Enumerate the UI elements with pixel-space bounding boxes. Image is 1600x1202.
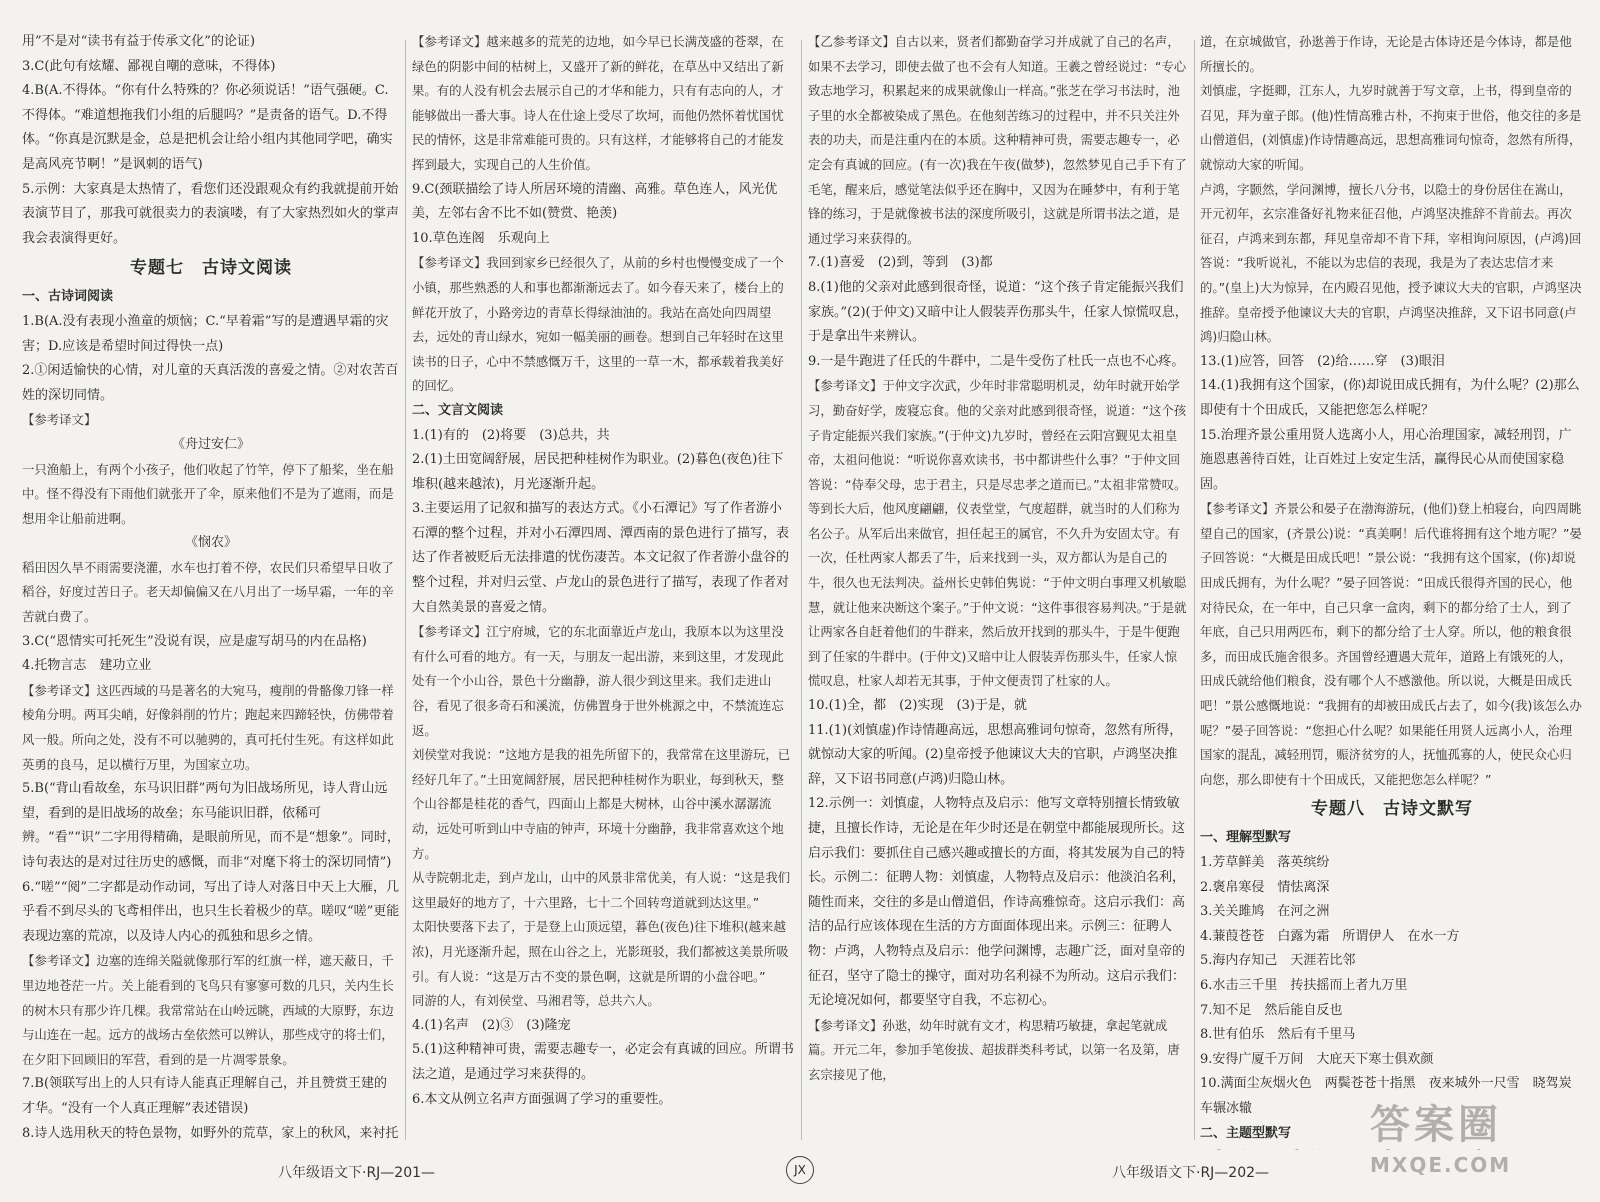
- translation-paragraph: 【参考译文】江宁府城，它的东北面靠近卢龙山，我原本以为这里没有什么可看的地方。有一天，与朋友一起出游，来到这里，才发现此处有一个小山谷，景色十分幽静，游人很少到这里来。我们走进山谷，看见了很多奇石和溪流，仿佛置身于世外桃源之中，不禁流连忘返。: [412, 624, 784, 738]
- translation-paragraph: 刘侯堂对我说：“这地方是我的祖先所留下的，我常常在这里游玩，已经好几年了。”土田宽阔舒展，居民把种桂树作为职业，每到秋天，整个山谷都是桂花的香气，四面山上都是大树林，山谷中溪水潺潺流动，远处可听到山中寺庙的钟声，环境十分幽静，我非常喜欢这个地方。: [412, 747, 791, 861]
- answer-paragraph: 5.B(“背山看故垒，东马识旧群”两句为旧战场所见，诗人背山远望，看到的是旧战场的故垒；东马能识旧群，依稀可辨。“看”“识”二字用得精确，是眼前所见，而不是“想象”。同时，诗句表达的是对过往历史的感慨，而非“对麾下将士的深切同情”): [22, 781, 400, 870]
- site-watermark: [1370, 1100, 1585, 1192]
- translation-paragraph: 【参考译文】边塞的连绵关隘就像那行军的红旗一样，遮天蔽日，千里边地苍茫一片。关上能看到的飞鸟只有寥寥可数的几只，关内生长的树木只有那少许几棵。我常常站在山岭远眺，西域的大原野，东边与山连在一起。远方的战场古垒依然可以辨认，那些戍守的将士们，在夕阳下回顾旧的军营，看到的是一片凋零景象。: [22, 953, 394, 1067]
- answer-paragraph: 用”不是对“读书有益于传承文化”的论证): [22, 34, 256, 49]
- answer-paragraph: 2.①闲适愉快的心情，对儿童的天真活泼的喜爱之情。②对农苦百姓的深切同情。: [22, 363, 399, 403]
- answer-paragraph: 9.一是牛跑进了任氏的牛群中，二是牛受伤了杜氏一点也不心疼。: [808, 353, 1185, 369]
- answer-paragraph: 2.(1)土田宽阔舒展，居民把种桂树作为职业。(2)暮色(夜色)往下堆积(越来越浓)，月光逐渐升起。: [412, 452, 784, 492]
- translation-paragraph: 【参考译文】这匹西域的马是著名的大宛马，瘦削的骨骼像刀锋一样棱角分明。两耳尖峭，好像斜削的竹片；跑起来四蹄轻快，仿佛带着风一般。所向之处，没有不可以驰骋的，真可托付生死。有这样如此英勇的良马，足以横行万里，为国家立功。: [22, 682, 394, 772]
- answer-paragraph: 10.草色连阁 乐观向上: [412, 230, 550, 246]
- translation-paragraph: 道，在京城做官，孙逖善于作诗，无论是古体诗还是今体诗，都是他所擅长的。: [1200, 34, 1572, 74]
- translation-paragraph: 刘慎虚，字挺卿，江东人，九岁时就善于写文章，上书，得到皇帝的召见，拜为童子郎。(他)性情高雅古朴，不拘束于世俗，他交往的多是山僧道侣，(刘慎虚)作诗情趣高远，思想高雅词句惊奇，忽然有所得，就惊动大家的听闻。: [1200, 83, 1582, 172]
- answer-paragraph: 5.示例：大家真是太热情了，看您们还没跟观众有约我就提前开始表演节目了，那我可就很卖力的表演喽，有了大家热烈如火的掌声我会表演得更好。: [22, 181, 400, 246]
- translation-paragraph: 一只渔船上，有两个小孩子，他们收起了竹竿，停下了船桨，坐在船中。怪不得没有下雨他们就张开了伞，原来他们不是为了遮雨，而是想用伞让船前进啊。: [22, 461, 394, 526]
- page-footer-right: 八年级语文下·RJ—202—: [1112, 1165, 1270, 1181]
- answer-paragraph: 8.诗人选用秋天的特色景物，如野外的荒草，家上的秋风，来衬托: [22, 1125, 399, 1141]
- answer-paragraph: 2.褒帛寒侵 情怯离深: [1200, 879, 1330, 895]
- answer-paragraph: 11.(1)(刘慎虚)作诗情趣高远，思想高雅词句惊奇，忽然有所得，就惊动大家的听闻。(2)皇帝授予他谏议大夫的官职，卢鸿坚决推辞，又下诏书同意(卢鸿)归隐山林。: [808, 722, 1183, 787]
- page-footer-left: 八年级语文下·RJ—201—: [278, 1165, 436, 1181]
- answer-paragraph: 8.世有伯乐 然后有千里马: [1200, 1027, 1356, 1043]
- answer-paragraph: 12.示例一：刘慎虚，人物特点及启示：他写文章特别擅长情致敏捷，且擅长作诗，无论是在年少时还是在朝堂中都能展现所长。这启示我们：要抓住自己感兴趣或擅长的方面，将其发展为自己的特长。示例二：征聘人物：刘慎虚，人物特点及启示：他淡泊名利，随性而来，交往的多是山僧道侣，作诗高雅惊奇。这启示我们：高洁的品行应该体现在生活的方方面面体现出来。示例三：征聘人物：卢鸿，人物特点及启示：他学问渊博，志趣广泛，面对皇帝的征召，坚守了隐士的操守，面对功名利禄不为所动。这启示我们：无论境况如何，都要坚守自我，不忘初心。: [808, 796, 1186, 1009]
- column-4: [1200, 30, 1584, 1150]
- translation-paragraph: 【乙参考译文】自古以来，贤者们都勤奋学习并成就了自己的名声，如果不去学习，即使去做了也不会有人知道。王羲之曾经说过：“专心致志地学习，积累起来的成果就像山一样高。”张芝在学习书法时，池子里的水全都被染成了黑色。在他刻苦练习的过程中，并不只关注外表的功夫，而是注重内在的本质。这种精神可贵，需要志趣专一，必定会有真诚的回应。(有一次)我在午夜(做梦)，忽然梦见自己手下有了毛笔，醒来后，感觉笔法似乎还在胸中，又因为在睡梦中，有利于笔锋的练习，于是就像被书法的深度所吸引，这就是所谓书法之道，是通过学习来获得的。: [808, 34, 1187, 246]
- answer-paragraph: 8.(1)他的父亲对此感到很奇怪，说道：“这个孩子肯定能振兴我们家族。”(2)(于仲文)又暗中让人假装弄伤那头牛，任家人惊慌叹息，于是拿出牛来辨认。: [808, 279, 1188, 345]
- answer-paragraph: 10.(1)全，都 (2)实现 (3)于是，就: [808, 698, 1027, 714]
- answer-paragraph: 14.(1)我拥有这个国家，(你)却说田成氏拥有，为什么呢？(2)那么即使有十个田成氏，又能把您怎么样呢？: [1200, 378, 1580, 418]
- column-3: [808, 30, 1188, 1150]
- section-heading: 二、文言文阅读: [412, 402, 504, 418]
- poem-title: 《舟过安仁》: [171, 436, 250, 452]
- answer-paragraph: 4.托物言志 建功立业: [22, 658, 152, 674]
- answer-paragraph: 7.B(领联写出上的人只有诗人能真正理解自己，并且赞赏王建的才华。“没有一个人真正理解”表述错误): [22, 1076, 388, 1116]
- section-heading: 一、古诗词阅读: [22, 289, 114, 305]
- column-divider: [1194, 40, 1195, 1140]
- answer-paragraph: 7.知不足 然后能自反也: [1200, 1002, 1343, 1018]
- column-divider: [405, 40, 406, 1140]
- answer-paragraph: 3.C(“恩情实可托死生”没说有误，应是虚写胡马的内在品格): [22, 633, 367, 649]
- answer-paragraph: 5.(1)这种精神可贵，需要志趣专一，必定会有真诚的回应。所谓书法之道，是通过学习来获得的。: [412, 1042, 794, 1082]
- poem-title: 《悯农》: [184, 535, 237, 551]
- answer-paragraph: 3.主要运用了记叙和描写的表达方式。《小石潭记》写了作者游小石潭的整个过程，并对小石潭四周、潭西南的景色进行了描写，表达了作者被贬后无法排遣的忧伤凄苦。本文记叙了作者游小盘谷的整个过程，并对归云堂、卢龙山的景色进行了描写，表现了作者对大自然美景的喜爱之情。: [412, 501, 790, 615]
- translation-paragraph: 从寺院朝北走，到卢龙山，山中的风景非常优美，有人说：“这是我们这里最好的地方了，十六里路，七十二个回转弯道就到达这里。”: [412, 870, 791, 910]
- answer-paragraph: 3.C(此句有炫耀、鄙视自嘲的意味，不得体): [22, 58, 276, 74]
- answer-paragraph: 15.治理齐景公重用贤人选离小人，用心治理国家，减轻刑罚，广施恩惠善待百姓，让百姓过上安定生活，赢得民心从而使国家稳固。: [1200, 427, 1572, 492]
- column-1: [22, 30, 400, 1150]
- translation-paragraph: 稻田因久旱不雨需要浇灌，水车也打着不停，农民们只希望早日收了稻谷，好度过苦日子。老天却偏偏又在八月出了一场早霜，一年的辛苦就白费了。: [22, 559, 394, 625]
- translation-paragraph: 同游的人，有刘侯堂、马湘君等，总共六人。: [412, 993, 660, 1009]
- translation-paragraph: 太阳快要落下去了，于是登上山顶远望，暮色(夜色)往下堆积(越来越浓)，月光逐渐升起，照在山谷之上，光影斑驳，我们都被这美景所吸引。有人说：“这是万古不变的景色啊，这就是所谓的小盘谷吧。”: [412, 919, 789, 984]
- translation-paragraph: 【参考译文】孙逖，幼年时就有文才，构思精巧敏捷，拿起笔就成篇。开元二年，参加手笔俊拔、超拔群类科考试，以第一名及第，唐玄宗接见了他，: [808, 1017, 1180, 1082]
- answer-paragraph: 4.(1)名声 (2)③ (3)隆宠: [412, 1017, 571, 1033]
- answer-paragraph: 4.B(A.不得体。“你有什么特殊的？你必须说话！”语气强硬。C.不得体。“难道想拖我们小组的后腿吗？”是责备的语气。D.不得体。“你真是沉默是金，总是把机会让给小组内其他同学吧，确实是高风亮节啊！”是讽刺的语气): [22, 83, 393, 172]
- answer-paragraph: 6.水击三千里 抟扶摇而上者九万里: [1200, 977, 1408, 993]
- answer-paragraph: 1.芳草鲜美 落英缤纷: [1200, 855, 1330, 870]
- translation-paragraph: 【参考译文】我回到家乡已经很久了，从前的乡村也慢慢变成了一个小镇，那些熟悉的人和事也都渐渐远去了。如今春天来了，楼台上的鲜花开放了，小路旁边的青草长得绿油油的。我站在高处向四周望去，远处的青山绿水，宛如一幅美丽的画卷。想到自己年轻时在这里读书的日子，心中不禁感慨万千，这里的一草一木，都承载着我美好的回忆。: [412, 255, 784, 394]
- column-divider: [801, 40, 802, 1140]
- answer-paragraph: 9.安得广厦千万间 大庇天下寒士俱欢颜: [1200, 1051, 1434, 1067]
- translation-paragraph: 【参考译文】: [22, 412, 97, 428]
- answer-paragraph: 13.(1)应答，回答 (2)给……穿 (3)眼泪: [1200, 353, 1445, 369]
- section-heading: 二、主题型默写: [1200, 1125, 1292, 1141]
- watermark-url: MXQE.COM: [1370, 1153, 1512, 1177]
- topic-heading: 专题八 古诗文默写: [1311, 799, 1473, 820]
- answer-paragraph: 4.蒹葭苍苍 白露为霜 所谓伊人 在水一方: [1200, 928, 1460, 944]
- translation-paragraph: 【参考译文】越来越多的荒芜的边地，如今早已长满茂盛的苍翠，在绿色的阴影中间的枯树上，又盛开了新的鲜花，在草丛中又结出了新果。有的人没有机会去展示自己的才华和能力，只有有志向的人，才能够做出一番大事。诗人在仕途上受尽了坎坷，而他仍然怀着忧国忧民的情怀，这是非常难能可贵的。只有这样，才能够将自己的才能发挥到最大，实现自己的人生价值。: [412, 34, 784, 172]
- answer-paragraph: 7.(1)喜爱 (2)到，等到 (3)都: [808, 255, 993, 271]
- column-2: [412, 30, 794, 1150]
- answer-paragraph: 10.满面尘灰烟火色 两鬓苍苍十指黑 夜来城外一尺雪 晓驾炭车辗冰辙: [1200, 1076, 1572, 1116]
- answer-paragraph: 5.海内存知己 天涯若比邻: [1200, 953, 1356, 969]
- answer-paragraph: 9.C(颈联描绘了诗人所居环境的清幽、高雅。草色连人，风光优美，左邻右舍不比不如(赞赏、艳羡): [412, 181, 778, 222]
- translation-paragraph: 卢鸿，字颢然，学问渊博，擅长八分书，以隐士的身份居住在嵩山，开元初年，玄宗准备好礼物来征召他，卢鸿坚决推辞不肯前去。再次征召，卢鸿来到东都，拜见皇帝却不肯下拜，宰相询问原因，(卢鸿)回答说：“我听说礼，不能以为忠信的表现，我是为了表达忠信才来的。”(皇上)大为惊异，在内殿召见他，授予谏议大夫的官职，卢鸿坚决推辞。皇帝授予他谏议大夫的官职，卢鸿坚决推辞，又下诏书同意(卢鸿)归隐山林。: [1200, 181, 1582, 345]
- publisher-logo-icon: JX: [786, 1156, 814, 1184]
- watermark-title: 答案圈: [1370, 1102, 1502, 1148]
- topic-heading: 专题七 古诗文阅读: [130, 258, 292, 279]
- answer-paragraph: 1.(1)有的 (2)将要 (3)总共，共: [412, 427, 610, 443]
- translation-paragraph: 【参考译文】于仲文字次武，少年时非常聪明机灵，幼年时就开始学习，勤奋好学，废寝忘食。他的父亲对此感到很奇怪，说道：“这个孩子肯定能振兴我们家族。”(于仲文)九岁时，曾经在云阳宫觐见太祖皇帝，太祖问他说：“听说你喜欢读书，书中都讲些什么事？”于仲文回答说：“侍奉父母，忠于君主，只是尽忠孝之道而已。”太祖非常赞叹。等到长大后，他风度翩翩，仪表堂堂，气度超群，就当时的人们称为名公子。从军后出来做官，担任起王的属官，不久升为安固太守。有一次，任杜两家人都丢了牛，后来找到一头，双方都认为是自己的牛，很久也无法判决。益州长史韩伯隽说：“于仲文明白事理又机敏聪慧，就让他来决断这个案子。”于仲文说：“这件事很容易判决。”于是就让两家各自赶着他们的牛群来，然后放开找到的那头牛，于是牛便跑到了任家的牛群中。(于仲文)又暗中让人假装弄伤那头牛，任家人惊慌叹息，杜家人却若无其事，于仲文便责罚了杜家的人。: [808, 378, 1187, 689]
- translation-paragraph: 【参考译文】齐景公和晏子在渤海游玩，(他们)登上柏寝台，向四周眺望自己的国家，(齐景公)说：“真美啊！后代谁将拥有这个地方呢？”晏子回答说：“大概是田成氏吧！”景公说：“我拥有这个国家，(你)却说田成氏拥有，为什么呢？”晏子回答说：“田成氏很得齐国的民心，他对待民众，在一年中，自己只拿一盒肉，剩下的都分给了士人，到了年底，自己只用两匹布，剩下的都分给了士人穿。所以，他的粮食很多，而田成氏施舍很多。齐国曾经遭遇大荒年，道路上有饿死的人，田成氏就给他们粮食，没有哪个人不感激他。所以说，大概是田成氏吧！”景公感慨地说：“我拥有的却被田成氏占去了，如今(我)该怎么办呢？”晏子回答说：“您担心什么呢？如果能任用贤人远离小人，治理国家的混乱，减轻刑罚，赈济贫穷的人，抚恤孤寡的人，使民众心归向您，那么即使有十个田成氏，又能把您怎么样呢？”: [1200, 501, 1582, 787]
- answer-paragraph: 1.B(A.没有表现小渔童的烦恼；C.“早着霜”写的是遭遇早霜的灾害；D.应该是希望时间过得快一点): [22, 313, 389, 354]
- answer-paragraph: 3.关关雎鸠 在河之洲: [1200, 904, 1330, 920]
- answer-paragraph: 6.“嗟”“阅”二字都是动作动词，写出了诗人对落日中天上大雁，几乎看不到尽头的飞鸢相伴出，也只生长着极少的草。嗟叹“嗟”更能表现边塞的荒凉，以及诗人内心的孤独和思乡之情。: [22, 879, 400, 944]
- answer-paragraph: 6.本文从例立名声方面强调了学习的重要性。: [412, 1091, 672, 1107]
- section-heading: 一、理解型默写: [1200, 830, 1292, 846]
